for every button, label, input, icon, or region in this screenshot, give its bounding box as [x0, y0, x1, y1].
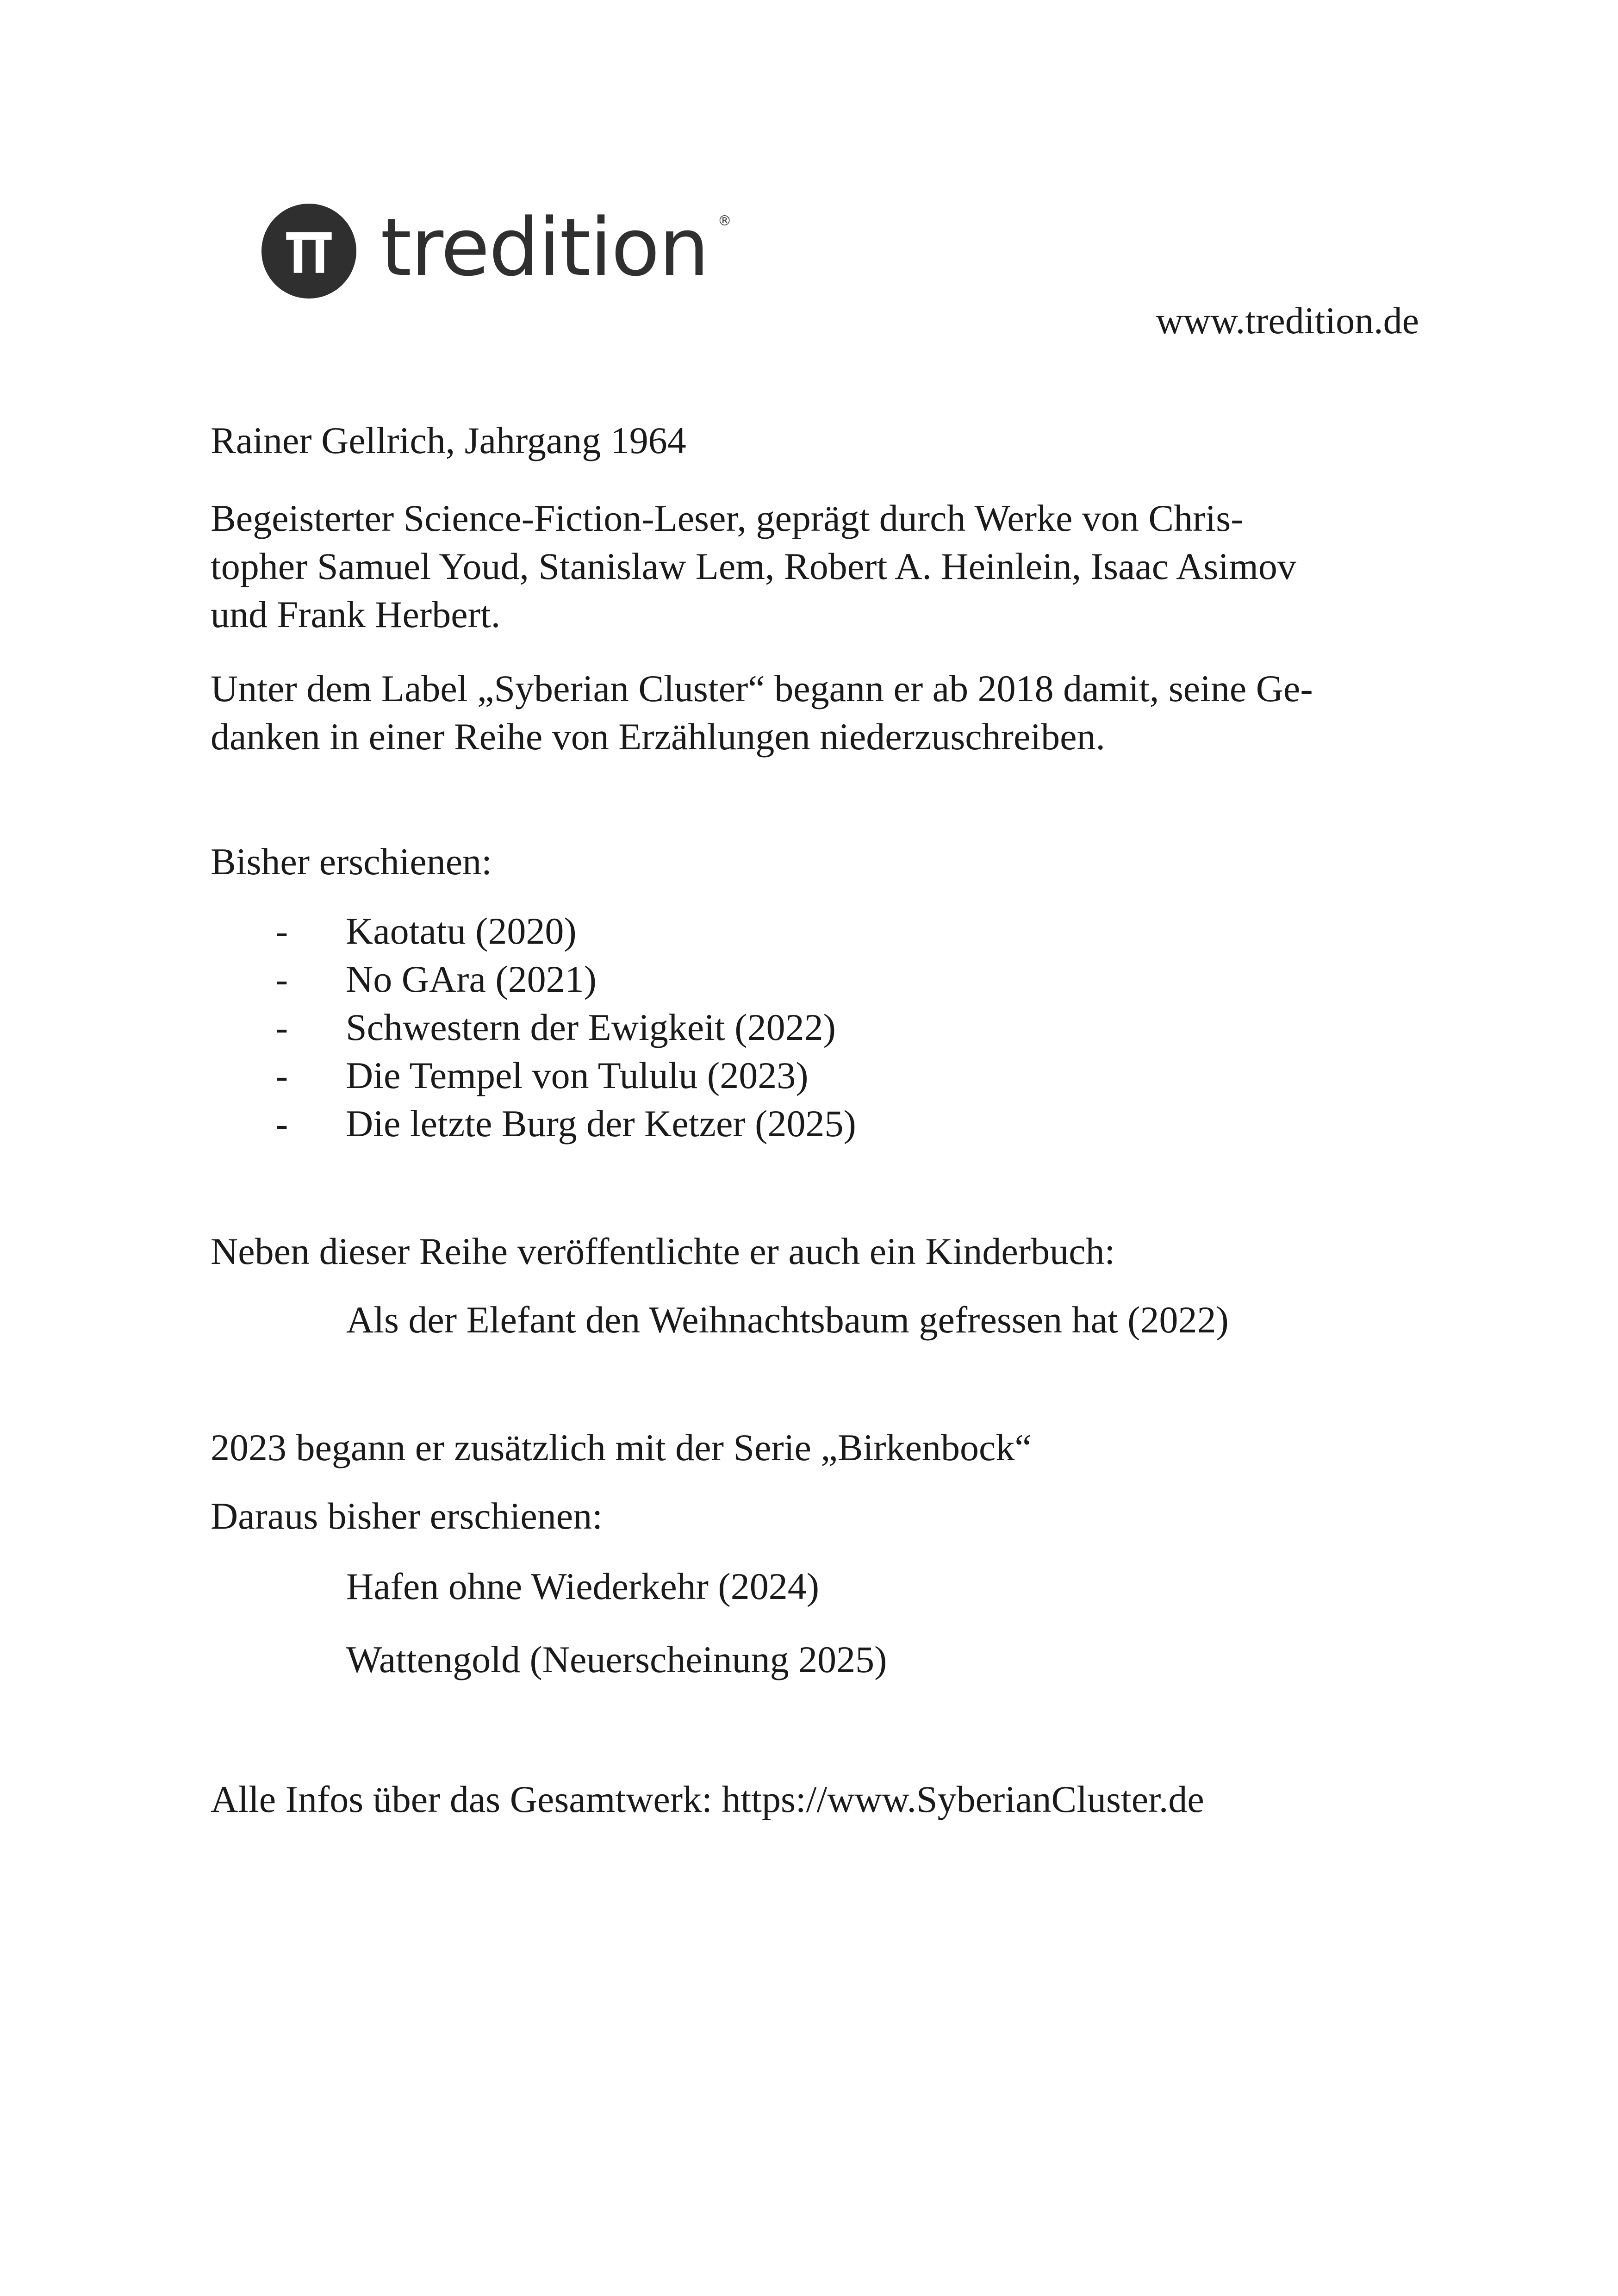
list-item: [211, 1003, 856, 1052]
bio-paragraph-1-line-3: und Frank Herbert.: [211, 593, 501, 635]
list-dash: -: [275, 958, 288, 1000]
published-heading: Bisher erschienen:: [211, 840, 492, 883]
childrens-book-title: Als der Elefant den Weihnachtsbaum gefressen hat (2022): [346, 1299, 1229, 1341]
list-item-title: Die Tempel von Tululu (2023): [346, 1054, 809, 1096]
list-dash: -: [275, 910, 288, 952]
series-book-2: Wattengold (Neuerscheinung 2025): [346, 1638, 887, 1680]
tredition-wordmark: [380, 200, 731, 294]
published-list: [211, 907, 856, 1148]
logo-wordmark-text: tredition: [380, 200, 709, 294]
list-dash: -: [275, 1054, 288, 1096]
list-item: [211, 1052, 856, 1100]
bio-paragraph-1: [211, 494, 1419, 639]
series-intro: 2023 begann er zusätzlich mit der Serie „Birkenbock“: [211, 1426, 1032, 1468]
registered-mark: ®: [717, 212, 731, 229]
bio-paragraph-2: [211, 665, 1419, 761]
list-dash: -: [275, 1006, 288, 1048]
list-item-title: Schwestern der Ewigkeit (2022): [346, 1006, 836, 1048]
list-item: [211, 907, 856, 955]
publisher-website: www.tredition.de: [1156, 299, 1419, 342]
list-dash: -: [275, 1102, 288, 1145]
series-book-1: Hafen ohne Wiederkehr (2024): [346, 1565, 820, 1607]
tredition-logo: [261, 200, 731, 301]
bio-paragraph-1-line-1: Begeisterter Science-Fiction-Leser, geprägt durch Werke von Chris-: [211, 497, 1244, 539]
bio-paragraph-1-line-2: topher Samuel Youd, Stanislaw Lem, Robert A. Heinlein, Isaac Asimov: [211, 545, 1296, 587]
bio-paragraph-2-line-1: Unter dem Label „Syberian Cluster“ begann er ab 2018 damit, seine Ge-: [211, 667, 1313, 709]
footer-info: Alle Infos über das Gesamtwerk: https://www.SyberianCluster.de: [211, 1778, 1204, 1820]
series-heading: Daraus bisher erschienen:: [211, 1495, 603, 1537]
childrens-book-intro: Neben dieser Reihe veröffentlichte er auch ein Kinderbuch:: [211, 1230, 1115, 1272]
list-item-title: Die letzte Burg der Ketzer (2025): [346, 1102, 856, 1145]
list-item-title: Kaotatu (2020): [346, 910, 577, 952]
tredition-logo-icon: [261, 204, 356, 299]
bio-paragraph-2-line-2: danken in einer Reihe von Erzählungen niederzuschreiben.: [211, 716, 1106, 758]
list-item: [211, 955, 856, 1003]
list-item: [211, 1100, 856, 1148]
list-item-title: No GAra (2021): [346, 958, 597, 1000]
author-line: Rainer Gellrich, Jahrgang 1964: [211, 419, 686, 461]
